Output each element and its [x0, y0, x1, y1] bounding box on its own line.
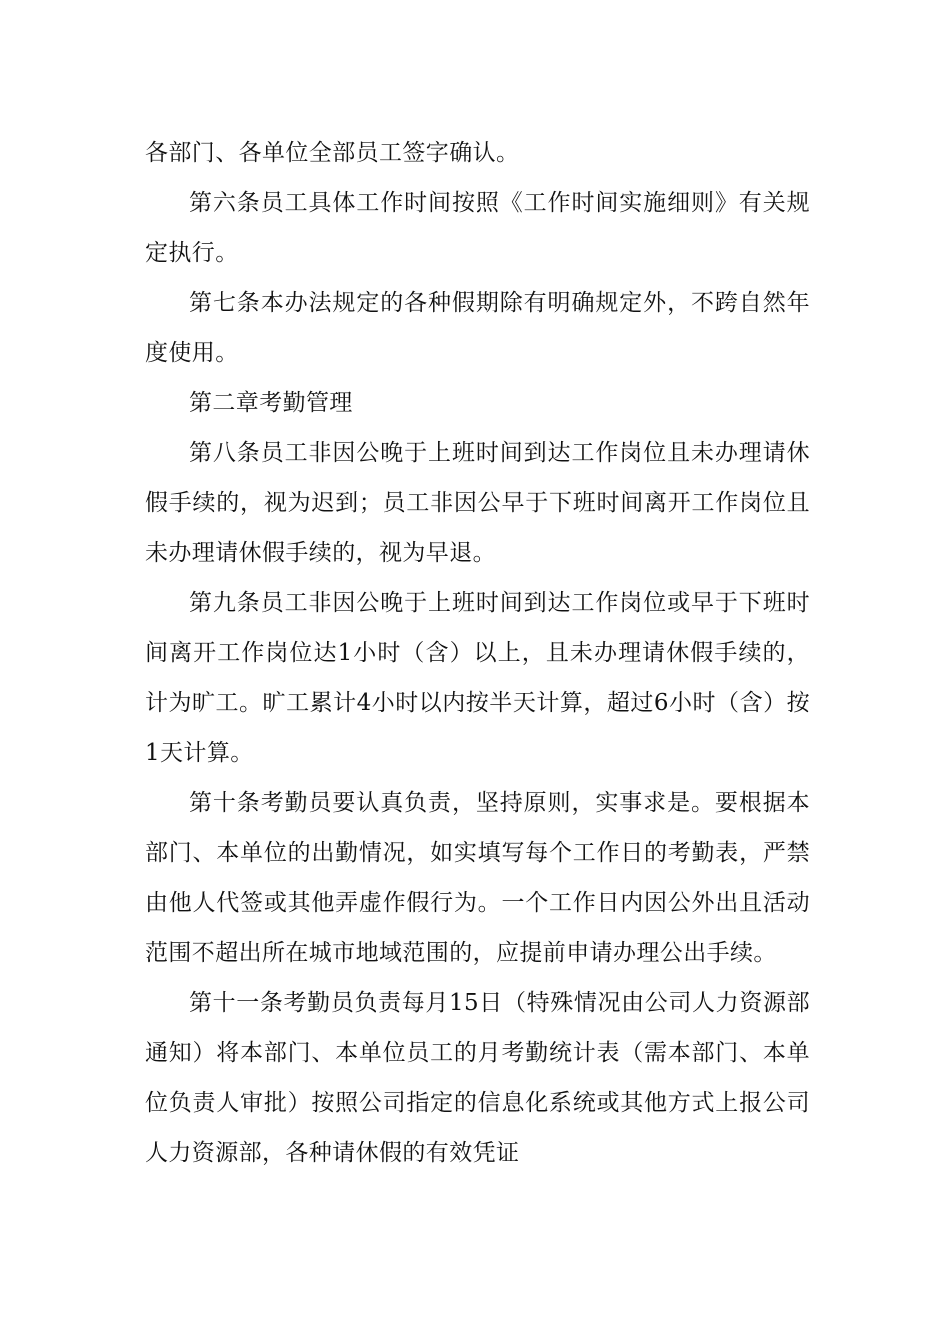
paragraph-article-10: 第十条考勤员要认真负责，坚持原则，实事求是。要根据本部门、本单位的出勤情况，如实填写每个工作日的考勤表，严禁由他人代签或其他弄虚作假行为。一个工作日内因公外出且活动范围不超出所在城市地域范围的，应提前申请办理公出手续。	[145, 790, 810, 966]
paragraph-article-6: 第六条员工具体工作时间按照《工作时间实施细则》有关规定执行。	[145, 190, 810, 266]
document-body	[145, 128, 810, 1178]
paragraph-article-8: 第八条员工非因公晚于上班时间到达工作岗位且未办理请休假手续的，视为迟到；员工非因公早于下班时间离开工作岗位且未办理请休假手续的，视为早退。	[145, 440, 810, 566]
paragraph-continuation: 各部门、各单位全部员工签字确认。	[145, 140, 520, 166]
chapter-heading: 第二章考勤管理	[189, 390, 353, 416]
paragraph-article-9: 第九条员工非因公晚于上班时间到达工作岗位或早于下班时间离开工作岗位达1小时（含）以上，且未办理请休假手续的，计为旷工。旷工累计4小时以内按半天计算，超过6小时（含）按1天计算。	[145, 590, 810, 766]
paragraph-article-7: 第七条本办法规定的各种假期除有明确规定外，不跨自然年度使用。	[145, 290, 810, 366]
paragraph-article-11: 第十一条考勤员负责每月15日（特殊情况由公司人力资源部通知）将本部门、本单位员工的月考勤统计表（需本部门、本单位负责人审批）按照公司指定的信息化系统或其他方式上报公司人力资源部，各种请休假的有效凭证	[145, 990, 810, 1166]
